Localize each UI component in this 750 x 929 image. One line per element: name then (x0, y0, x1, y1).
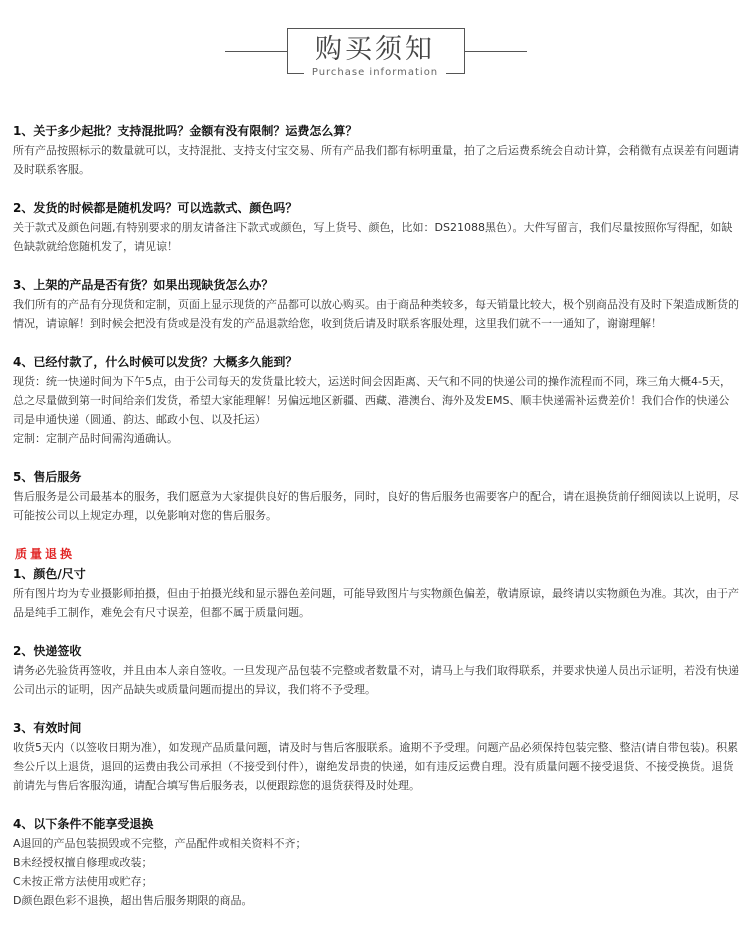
quality-exclusion-item: D颜色跟色彩不退换，超出售后服务期限的商品。 (13, 894, 253, 907)
faq-question: 2、发货的时候都是随机发吗？可以选款式、颜色吗？ (13, 201, 298, 215)
faq-section-delivery (13, 352, 740, 448)
faq-answer: 所有产品按照标示的数量就可以，支持混批、支持支付宝交易、所有产品我们都有标明重量，拍了之后运费系统会自动计算，会稍微有点误差有问题请及时联系客服。 (13, 144, 739, 176)
quality-section-signing (13, 641, 740, 699)
faq-section-after-sales (13, 467, 740, 525)
purchase-info-header (0, 0, 750, 100)
quality-question: 4、以下条件不能享受退换 (13, 817, 154, 831)
quality-answer: 收货5天内（以签收日期为准），如发现产品质量问题，请及时与售后客服联系。逾期不予受理。问题产品必须保持包装完整、整洁(请自带包装)。积累叁公斤以上退货，退回的运费由我公司承担（不接受到付件），谢绝发昂贵的快递，如有违反运费自理。没有质量问题不接受退货、不接受换货。退货前请先与售后客服沟通，请配合填写售后服务表，以便跟踪您的退货获得及时处理。 (13, 741, 739, 792)
page-subtitle (0, 66, 750, 80)
quality-question: 3、有效时间 (13, 721, 82, 735)
quality-exclusion-item: A退回的产品包装损毁或不完整，产品配件或相关资料不齐； (13, 837, 307, 850)
faq-section-shipping-style (13, 198, 740, 256)
quality-exclusion-item: C未按正常方法使用或贮存； (13, 875, 153, 888)
page-title: 购买须知 (315, 34, 435, 65)
faq-answer: 定制：定制产品时间需沟通确认。 (13, 432, 178, 445)
page-subtitle-text: Purchase information (304, 67, 446, 78)
notice-content (13, 121, 740, 929)
faq-answer: 现货：统一快递时间为下午5点，由于公司每天的发货量比较大，运送时间会因距离、天气和不同的快递公司的操作流程而不同，珠三角大概4-5天，总之尽量做到第一时间给亲们发货，希望大家能理解！另偏远地区新疆、西藏、港澳台、海外及发EMS、顺丰快递需补运费差价！我们合作的快递公司是申通快递（圆通、韵达、邮政小包、以及托运） (13, 375, 731, 426)
quality-section-exclusions (13, 814, 740, 910)
quality-exclusion-item: B未经授权擅自修理或改装； (13, 856, 153, 869)
faq-answer: 售后服务是公司最基本的服务，我们愿意为大家提供良好的售后服务，同时，良好的售后服务也需要客户的配合，请在退换货前仔细阅读以上说明，尽可能按公司以上规定办理，以免影响对您的售后服务。 (13, 490, 739, 522)
quality-answer: 请务必先验货再签收，并且由本人亲自签收。一旦发现产品包装不完整或者数量不对，请马上与我们取得联系，并要求快递人员出示证明，若没有快递公司出示的证明，因产品缺失或质量问题而提出的异议，我们将不予受理。 (13, 664, 739, 696)
quality-return-heading: 质量退换 (15, 547, 76, 561)
quality-question: 1、颜色/尺寸 (13, 567, 86, 581)
faq-section-batch (13, 121, 740, 179)
faq-question: 4、已经付款了，什么时候可以发货？大概多久能到？ (13, 355, 298, 369)
faq-question: 1、关于多少起批？支持混批吗？金额有没有限制？运费怎么算？ (13, 124, 358, 138)
faq-section-stock (13, 275, 740, 333)
faq-answer: 关于款式及颜色问题,有特别要求的朋友请备注下款式或颜色，写上货号、颜色，比如：DS21088黑色）。大件写留言，我们尽量按照你写得配，如缺色缺款就给您随机发了，请见谅！ (13, 221, 733, 253)
quality-section-valid-time (13, 718, 740, 795)
faq-answer: 我们所有的产品有分现货和定制，页面上显示现货的产品都可以放心购买。由于商品种类较多，每天销量比较大，极个别商品没有及时下架造成断货的情况，请谅解！到时候会把没有货或是没有发的产品退款给您，收到货后请及时联系客服处理，这里我们就不一一通知了，谢谢理解！ (13, 298, 739, 330)
quality-section-color-size (13, 564, 740, 622)
quality-answer: 所有图片均为专业摄影师拍摄，但由于拍摄光线和显示器色差问题，可能导致图片与实物颜色偏差，敬请原谅，最终请以实物颜色为准。其次，由于产品是纯手工制作，难免会有尺寸误差，但都不属于质量问题。 (13, 587, 739, 619)
faq-question: 3、上架的产品是否有货？如果出现缺货怎么办？ (13, 278, 274, 292)
quality-question: 2、快递签收 (13, 644, 82, 658)
faq-question: 5、售后服务 (13, 470, 82, 484)
